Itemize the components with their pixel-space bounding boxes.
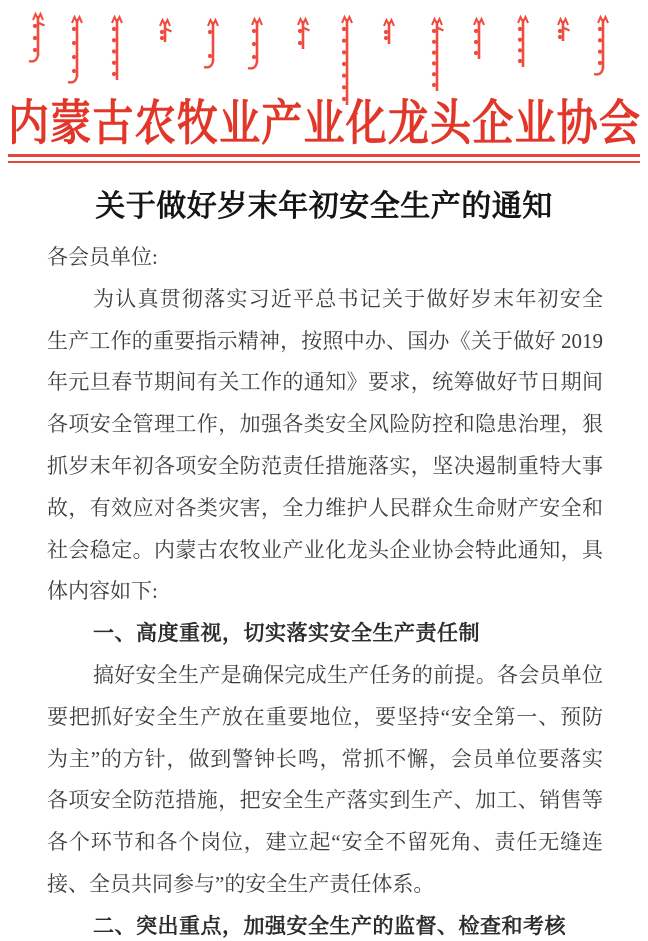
mongolian-word-glyph (594, 17, 608, 74)
org-name: 内蒙古农牧业产业化龙头企业协会 (8, 95, 640, 151)
notice-body (47, 237, 603, 941)
mongolian-word-glyph (558, 19, 570, 41)
text-line: 故，有效应对各类灾害，全力维护人民群众生命财产安全和 (47, 495, 603, 520)
text-line: 要把抓好安全生产放在重要地位，要坚持“安全第一、预防 (47, 704, 603, 729)
mongolian-word-glyph (112, 17, 122, 80)
letterhead-rule-bottom (8, 161, 640, 163)
text-line: 各会员单位: (47, 245, 158, 269)
text-line: 接、全员共同参与”的安全生产责任体系。 (47, 871, 435, 896)
text-line: 为认真贯彻落实习近平总书记关于做好岁末年初安全 (93, 286, 603, 311)
mongolian-word-glyph (68, 17, 82, 82)
letterhead-rule-top (8, 154, 640, 157)
text-line: 各项安全防范措施，把安全生产落实到生产、加工、销售等 (47, 788, 603, 813)
mongolian-word-glyph (298, 19, 310, 49)
text-line: 为主”的方针，做到警钟长鸣，常抓不懈，会员单位要落实 (47, 746, 603, 771)
mongolian-word-glyph (204, 20, 218, 67)
text-line: 各项安全管理工作，加强各类安全风险防控和隐患治理，狠 (47, 412, 603, 437)
mongolian-word-glyph (248, 19, 262, 68)
mongolian-word-glyph (160, 20, 172, 42)
text-line: 搞好安全生产是确保完成生产任务的前提。各会员单位 (93, 662, 603, 687)
text-line: 抓岁末年初各项安全防范责任措施落实，坚决遏制重特大事 (47, 453, 603, 478)
mongolian-word-glyph (384, 20, 394, 44)
notice-title: 关于做好岁末年初安全生产的通知 (95, 190, 553, 223)
section-heading: 一、高度重视，切实落实安全生产责任制 (93, 622, 480, 646)
mongolian-word-glyph (29, 14, 45, 61)
mongolian-word-glyph (474, 19, 484, 59)
text-line: 生产工作的重要指示精神，按照中办、国办《关于做好 2019 (47, 328, 603, 353)
text-line: 体内容如下: (47, 579, 158, 604)
text-line: 各个环节和各个岗位，建立起“安全不留死角、责任无缝连 (47, 830, 603, 855)
mongolian-word-glyph (518, 17, 528, 67)
text-line: 社会稳定。内蒙古农牧业产业化龙头企业协会特此通知，具 (47, 537, 603, 562)
section-heading: 二、突出重点，加强安全生产的监督、检查和考核 (93, 914, 566, 938)
text-line: 年元旦春节期间有关工作的通知》要求，统筹做好节日期间 (47, 370, 603, 395)
mongolian-word-glyph (432, 19, 444, 91)
